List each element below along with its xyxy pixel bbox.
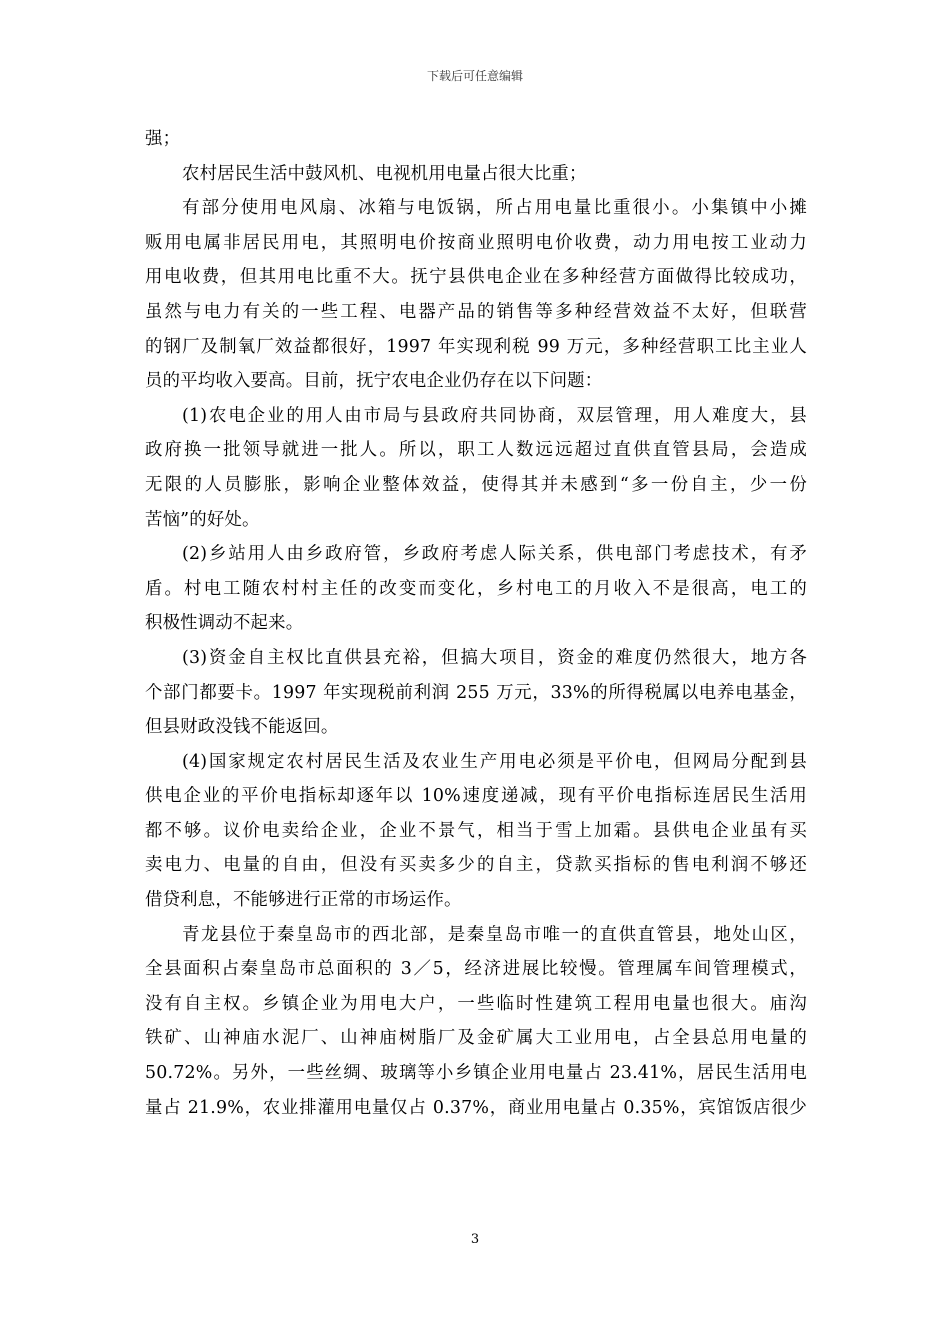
page-header: 下载后可任意编辑 [426,69,523,83]
text-line: 用电收费，但其用电比重不大。抚宁县供电企业在多种经营方面做得比较成功， [145,267,807,288]
text-line: 卖电力、电量的自由，但没有买卖多少的自主，贷款买指标的售电利润不够还 [145,855,807,876]
text-line: 青龙县位于秦皇岛市的西北部，是秦皇岛市唯一的直供直管县，地处山区， [182,924,807,945]
text-line: 没有自主权。乡镇企业为用电大户，一些临时性建筑工程用电量也很大。庙沟 [145,993,807,1014]
text-line: 但县财政没钱不能返回。 [145,717,339,738]
text-line: 个部门都要卡。1997 年实现税前利润 255 万元，33%的所得税属以电养电基金， [145,682,807,703]
text-line: 贩用电属非居民用电，其照明电价按商业照明电价收费，动力用电按工业动力 [145,232,807,253]
text-line: (3)资金自主权比直供县充裕，但搞大项目，资金的难度仍然很大，地方各 [182,647,807,668]
text-line: 借贷利息，不能够进行正常的市场运作。 [145,890,462,911]
text-line: 苦恼”的好处。 [145,509,260,530]
text-line: 有部分使用电风扇、冰箱与电饭锅，所占用电量比重很小。小集镇中小摊 [182,198,807,219]
text-line: (2)乡站用人由乡政府管，乡政府考虑人际关系，供电部门考虑技术，有矛 [182,544,807,565]
text-line: 无限的人员膨胀，影响企业整体效益，使得其并未感到“多一份自主，少一份 [145,474,807,495]
text-line: 量占 21.9%，农业排灌用电量仅占 0.37%，商业用电量占 0.35%，宾馆饭店很少 [145,1097,807,1118]
body-text [145,122,807,1125]
text-line: (4)国家规定农村居民生活及农业生产用电必须是平价电，但网局分配到县 [182,751,807,772]
text-line: 50.72%。另外，一些丝绸、玻璃等小乡镇企业用电量占 23.41%，居民生活用电 [145,1063,807,1084]
text-line: 盾。村电工随农村村主任的改变而变化，乡村电工的月收入不是很高，电工的 [145,578,807,599]
text-line: 强； [145,129,181,149]
text-line: 铁矿、山神庙水泥厂、山神庙树脂厂及金矿属大工业用电，占全县总用电量的 [145,1028,807,1049]
text-line: 农村居民生活中鼓风机、电视机用电量占很大比重； [182,163,587,184]
text-line: 虽然与电力有关的一些工程、电器产品的销售等多种经营效益不太好，但联营 [145,301,807,322]
text-line: 的钢厂及制氧厂效益都很好，1997 年实现利税 99 万元，多种经营职工比主业人 [145,336,807,357]
text-line: 供电企业的平价电指标却逐年以 10%速度递减，现有平价电指标连居民生活用 [145,786,807,807]
text-line: (1)农电企业的用人由市局与县政府共同协商，双层管理，用人难度大，县 [182,405,807,426]
page-number: 3 [470,1232,480,1247]
text-line: 全县面积占秦皇岛市总面积的 3／5，经济进展比较慢。管理属车间管理模式， [145,959,807,980]
text-line: 员的平均收入要高。目前，抚宁农电企业仍存在以下问题： [145,371,603,392]
text-line: 积极性调动不起来。 [145,613,304,634]
text-line: 政府换一批领导就进一批人。所以，职工人数远远超过直供直管县局，会造成 [145,440,807,461]
text-line: 都不够。议价电卖给企业，企业不景气，相当于雪上加霜。县供电企业虽有买 [145,820,807,841]
